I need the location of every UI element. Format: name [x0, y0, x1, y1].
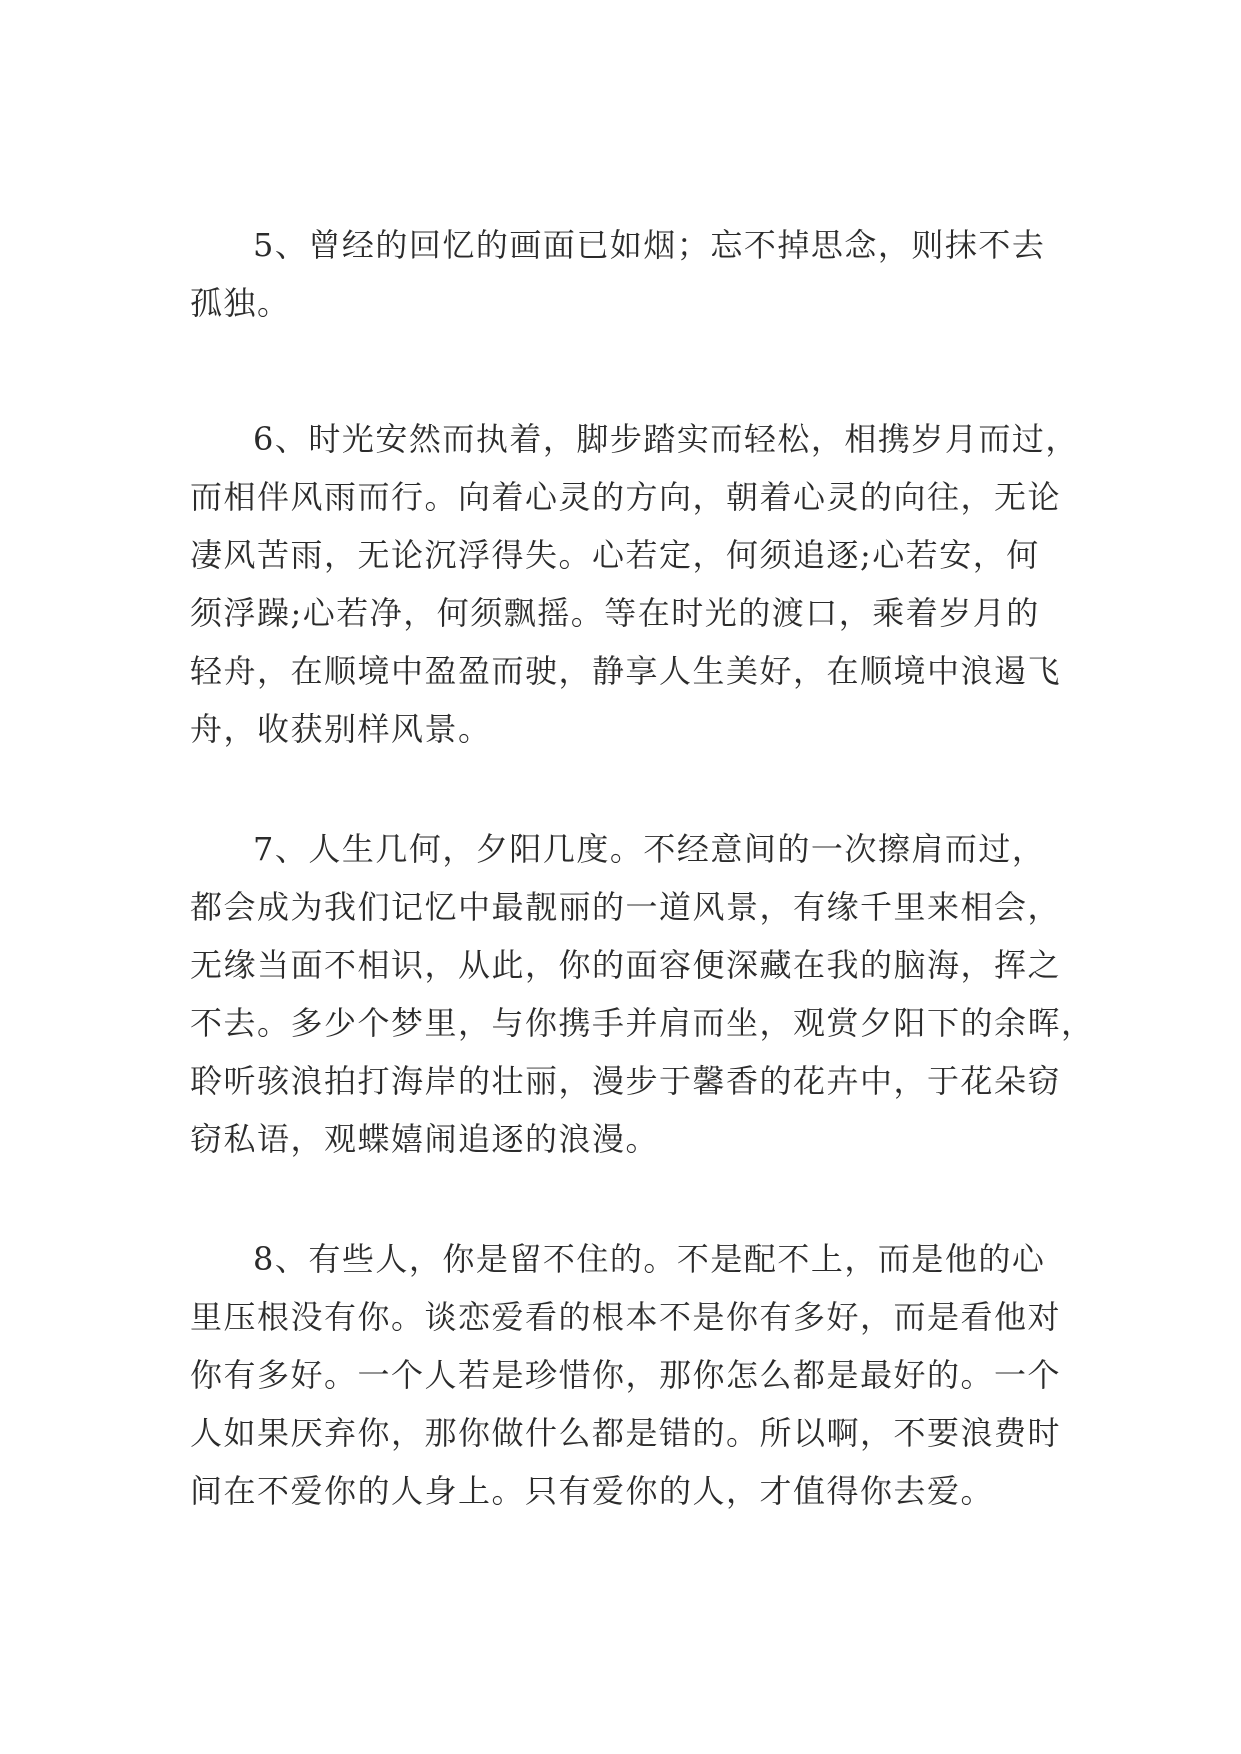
paragraph-line: 间在不爱你的人身上。只有爱你的人，才值得你去爱。 — [190, 1472, 995, 1510]
paragraph-line: 5、曾经的回忆的画面已如烟；忘不掉思念，则抹不去 — [253, 226, 1046, 264]
paragraph-line: 须浮躁;心若净，何须飘摇。等在时光的渡口，乘着岁月的 — [190, 594, 1040, 632]
paragraph-line: 7、人生几何，夕阳几度。不经意间的一次擦肩而过， — [253, 830, 1046, 868]
paragraph-line: 8、有些人，你是留不住的。不是配不上，而是他的心 — [253, 1240, 1046, 1278]
paragraph-line: 舟，收获别样风景。 — [190, 710, 492, 748]
paragraph-line: 聆听骇浪拍打海岸的壮丽，漫步于馨香的花卉中，于花朵窃 — [190, 1062, 1062, 1100]
paragraph-line: 轻舟，在顺境中盈盈而驶，静享人生美好，在顺境中浪遏飞 — [190, 652, 1062, 690]
paragraph-line: 窃私语，观蝶嬉闹追逐的浪漫。 — [190, 1120, 660, 1158]
paragraph-line: 孤独。 — [190, 284, 291, 322]
paragraph-6 — [190, 410, 1079, 758]
paragraph-line: 无缘当面不相识，从此，你的面容便深藏在我的脑海，挥之 — [190, 946, 1062, 984]
paragraph-line: 人如果厌弃你，那你做什么都是错的。所以啊，不要浪费时 — [190, 1414, 1062, 1452]
paragraph-line: 6、时光安然而执着，脚步踏实而轻松，相携岁月而过， — [253, 420, 1079, 458]
paragraph-8 — [190, 1230, 1066, 1520]
paragraph-line: 你有多好。一个人若是珍惜你，那你怎么都是最好的。一个 — [190, 1356, 1062, 1394]
paragraph-7 — [190, 820, 1095, 1168]
paragraph-line: 而相伴风雨而行。向着心灵的方向，朝着心灵的向往，无论 — [190, 478, 1062, 516]
paragraph-5 — [190, 216, 1066, 332]
paragraph-line: 都会成为我们记忆中最靓丽的一道风景，有缘千里来相会， — [190, 888, 1062, 926]
paragraph-line: 里压根没有你。谈恋爱看的根本不是你有多好，而是看他对 — [190, 1298, 1062, 1336]
paragraph-line: 凄风苦雨，无论沉浮得失。心若定，何须追逐;心若安，何 — [190, 536, 1040, 574]
paragraph-line: 不去。多少个梦里，与你携手并肩而坐，观赏夕阳下的余晖， — [190, 1004, 1095, 1042]
